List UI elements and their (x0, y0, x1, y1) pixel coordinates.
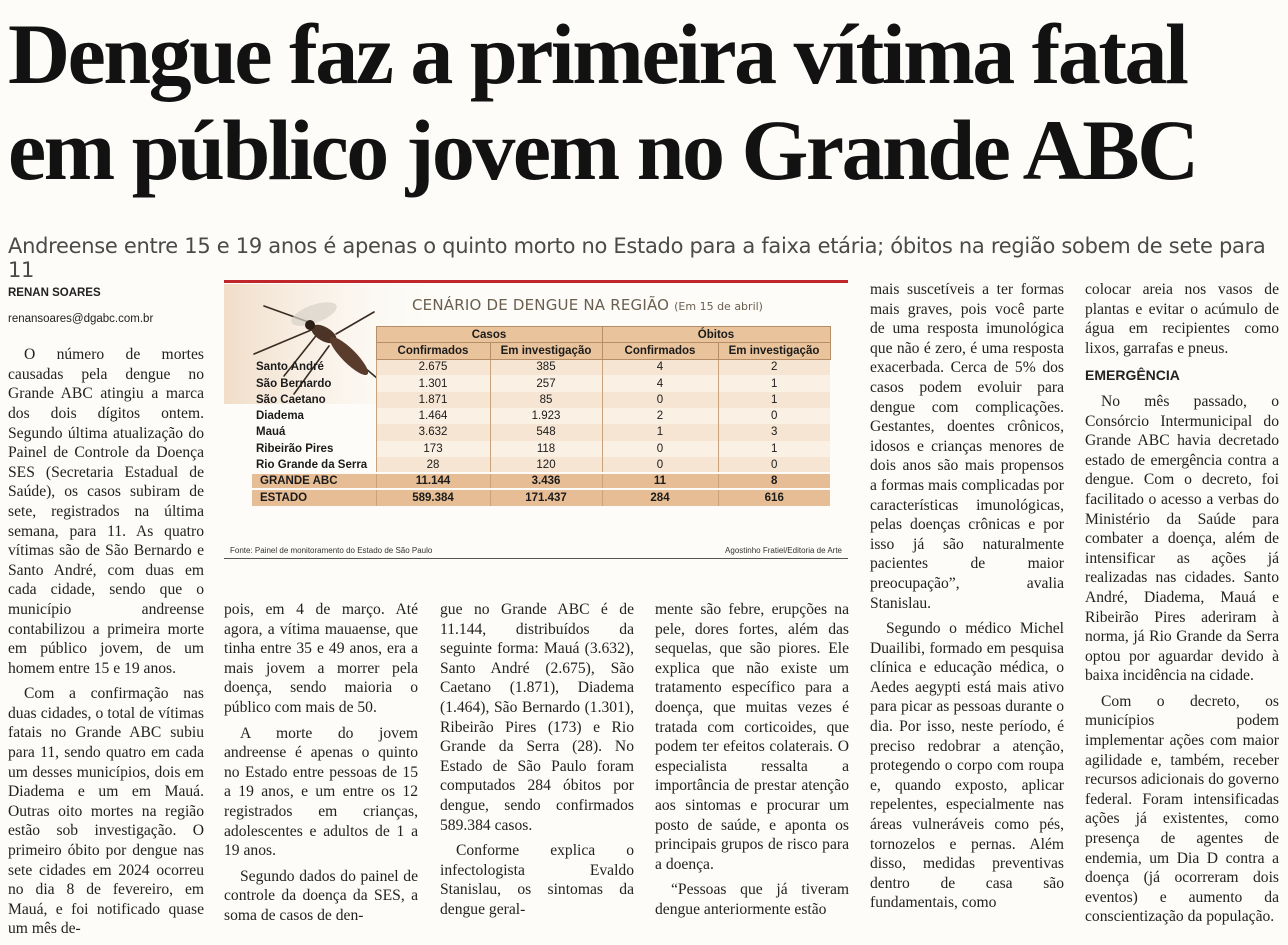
table-cell: 257 (490, 375, 602, 391)
column-header: Em investigação (490, 343, 602, 359)
infographic-top-rule (224, 280, 848, 283)
dengue-table (252, 326, 831, 506)
headline-line-1: Dengue faz a primeira vítima fatal (8, 6, 1187, 102)
group-header-obitos: Óbitos (602, 327, 830, 343)
table-cell: 0 (602, 392, 718, 408)
table-cell: 11.144 (376, 473, 490, 489)
subheadline: Andreense entre 15 e 19 anos é apenas o quinto morto no Estado para a faixa etária; óbitos na região sobem de sete para 11 (8, 234, 1266, 282)
section-heading: EMERGÊNCIA (1085, 367, 1180, 384)
paragraph: Segundo dados do painel de controle da doença da SES, a soma de casos de den- (224, 867, 418, 924)
paragraph: Com a confirmação nas duas cidades, o total de vítimas fatais no Grande ABC subiu para 11, sendo quatro em cada um desses municípios, dois em Diadema e um em Mauá. Outras oito mortes na região estão sob investigação. O primeiro óbito por dengue nas sete cidades em 2024 ocorreu no dia 8 de fevereiro, em Mauá, e foi notificado quase um mês de- (8, 685, 204, 938)
table-cell: 0 (718, 457, 830, 473)
table-row (252, 457, 830, 473)
paragraph: colocar areia nos vasos de plantas e evitar o acúmulo de água em recipientes como lixos, garrafas e pneus. (1085, 281, 1279, 357)
city-name: Rio Grande da Serra (256, 458, 368, 471)
table-cell: 0 (718, 408, 830, 424)
paragraph: mais suscetíveis a ter formas mais graves, pois você parte de uma resposta imunológica que não é zero, é uma resposta exacerbada. Cerca de 5% dos casos podem evoluir para dengue com complicações. Gestantes, doentes crônicos, idosos e crianças menores de dois anos são mais propensos a formas mais complicadas por características imunológicas, pelas doenças crônicas e por isso já são naturalmente pacientes de maior preocupação”, avalia Stanislau. (870, 281, 1064, 612)
column-header: Em investigação (718, 343, 830, 359)
table-cell: 85 (490, 392, 602, 408)
table-row (252, 359, 830, 375)
paragraph: Conforme explica o infectologista Evaldo Stanislau, os sintomas da dengue geral- (440, 842, 634, 918)
total-row (252, 473, 830, 489)
table-cell: 1.871 (376, 392, 490, 408)
paragraph: No mês passado, o Consórcio Intermunicipal do Grande ABC havia decretado estado de emergência contra a dengue. Com o decreto, foi facilitado o acesso a verbas do Ministério da Saúde para combater a doença, além de intensificar as ações já realizadas nas cidades. Santo André, Diadema, Mauá e Ribeirão Pires aderiram à norma, já Rio Grande da Serra optou por aguardar devido à baixa incidência na cidade. (1085, 392, 1279, 685)
table-cell: 11 (602, 473, 718, 489)
total-row (252, 489, 830, 505)
table-cell: 616 (718, 489, 830, 505)
table-cell: 1.923 (490, 408, 602, 424)
table-cell: 28 (376, 457, 490, 473)
article-column-1 (8, 284, 204, 945)
paragraph: gue no Grande ABC é de 11.144, distribuídos da seguinte forma: Mauá (3.632), Santo André (2.675), São Caetano (1.871), Diadema (1.464), São Bernardo (1.301), Ribeirão Pires (173) e Rio Grande da Serra (28). No Estado de São Paulo foram computados 284 óbitos por dengue, sendo confirmados 589.384 casos. (440, 601, 634, 834)
article-column-3 (440, 600, 634, 926)
total-name: GRANDE ABC (252, 473, 376, 489)
paragraph: O número de mortes causadas pela dengue no Grande ABC atingiu a marca dos dois dígitos ontem. Segundo última atualização do Painel de Controle da Doença SES (Secretaria Estadual de Saúde), os casos subiram de sete, registrados na última semana, para 11. As quatro vítimas são de São Bernardo e Santo André, com duas em cada cidade, sendo que o município andreense contabilizou a primeira morte em público jovem, de um homem entre 15 e 19 anos. (8, 346, 204, 677)
table-cell: 1 (718, 441, 830, 457)
table-cell: 3 (718, 424, 830, 440)
column-header: Confirmados (602, 343, 718, 359)
headline (8, 6, 1280, 198)
paragraph: “Pessoas que já tiveram dengue anteriormente estão (655, 881, 849, 918)
headline-line-2: em público jovem no Grande ABC (8, 102, 1197, 198)
city-name: São Caetano (256, 393, 326, 406)
table-cell: 1 (718, 392, 830, 408)
article-column-4 (655, 600, 849, 926)
author-name: RENAN SOARES (8, 287, 101, 299)
table-cell: 4 (602, 375, 718, 391)
table-cell: 8 (718, 473, 830, 489)
table-cell: 4 (602, 359, 718, 375)
infographic-source: Fonte: Painel de monitoramento do Estado de São Paulo (230, 546, 433, 555)
infographic-title-date: (Em 15 de abril) (674, 300, 763, 313)
city-name: Ribeirão Pires (256, 442, 334, 455)
infographic-title-text: CENÁRIO DE DENGUE NA REGIÃO (412, 296, 670, 314)
table-cell: 548 (490, 424, 602, 440)
city-name: Mauá (256, 426, 286, 439)
paragraph: Com o decreto, os municípios podem implementar ações com maior agilidade e, também, receber recursos adicionais do governo federal. Foram intensificadas ações já existentes, como presença de agentes de endemia, um Dia D contra a doença (já ocorreram dois eventos) e aumento da conscientização da população. (1085, 692, 1279, 926)
total-name: ESTADO (252, 489, 376, 505)
table-cell: 1 (718, 375, 830, 391)
table-row (252, 441, 830, 457)
paragraph: Segundo o médico Michel Duailibi, formado em pesquisa clínica e educação médica, o Aedes aegypti está mais ativo para picar as pessoas durante o dia. Por isso, neste período, é preciso redobrar a atenção, protegendo o corpo com roupa e, quando exposto, aplicar repelentes, especialmente nas áreas vulneráveis como pés, tornozelos e pernas. Além disso, medidas preventivas dentro de casa são fundamentais, como (870, 620, 1064, 912)
city-name: Santo André (256, 361, 324, 374)
article-column-6 (1085, 280, 1279, 933)
table-cell: 1.301 (376, 375, 490, 391)
author-email[interactable]: renansoares@dgabc.com.br (8, 312, 154, 325)
table-cell: 118 (490, 441, 602, 457)
table-cell: 0 (602, 457, 718, 473)
table-cell: 120 (490, 457, 602, 473)
article-column-5 (870, 280, 1064, 919)
table-row (252, 424, 830, 440)
table-cell: 173 (376, 441, 490, 457)
paragraph: A morte do jovem andreense é apenas o quinto no Estado entre pessoas de 15 a 19 anos, e um entre os 12 registrados em crianças, adolescentes e adultos de 1 a 19 anos. (224, 724, 418, 860)
table-cell: 284 (602, 489, 718, 505)
table-cell: 2 (602, 408, 718, 424)
table-cell: 2.675 (376, 359, 490, 375)
infographic-title (412, 296, 763, 314)
table-cell: 3.436 (490, 473, 602, 489)
city-name: São Bernardo (256, 377, 332, 390)
table-row (252, 408, 830, 424)
table-cell: 589.384 (376, 489, 490, 505)
table-cell: 171.437 (490, 489, 602, 505)
table-cell: 1.464 (376, 408, 490, 424)
table-row (252, 375, 830, 391)
article-column-2 (224, 600, 418, 932)
table-cell: 1 (602, 424, 718, 440)
dengue-infographic (224, 280, 848, 560)
infographic-credit: Agostinho Fratiel/Editoria de Arte (725, 546, 842, 555)
paragraph: mente são febre, erupções na pele, dores fortes, além das sequelas, que são piores. Ele explica que não existe um tratamento específico para a doença, que muitas vezes é tratada com corticoides, que podem ter efeitos colaterais. O especialista ressalta a importância de prestar atenção aos sintomas e procurar um posto de saúde, e aponta os principais grupos de risco para a doença. (655, 601, 849, 873)
column-header: Confirmados (376, 343, 490, 359)
table-row (252, 392, 830, 408)
table-cell: 2 (718, 359, 830, 375)
group-header-casos: Casos (376, 327, 602, 343)
infographic-bottom-rule (224, 558, 848, 559)
table-cell: 385 (490, 359, 602, 375)
table-cell: 3.632 (376, 424, 490, 440)
paragraph: pois, em 4 de março. Até agora, a vítima mauaense, que tinha entre 35 e 49 anos, era a mais jovem a morrer pela doença, sendo maioria o público com mais de 50. (224, 601, 418, 716)
city-name: Diadema (256, 410, 304, 423)
table-cell: 0 (602, 441, 718, 457)
